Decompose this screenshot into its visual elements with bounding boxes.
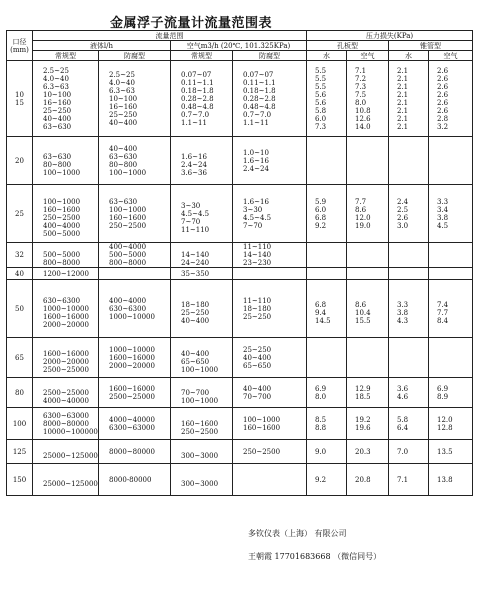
- cell-c-water: 2.1 2.1 2.1 2.1 2.1 2.1 2.1 2.1: [389, 61, 429, 137]
- cell-liq-std: 630~6300 1000~10000 1600~16000 2000~20000: [33, 280, 99, 338]
- cell-o-water: [307, 137, 347, 185]
- cell-o-water: 6.9 8.0: [307, 378, 347, 408]
- header-bore: 口径 (mm): [7, 31, 33, 61]
- cell-gas-std: 35~350: [171, 268, 233, 280]
- cell-gas-ac: [233, 268, 307, 280]
- cell-o-air: 8.6 10.4 15.5: [347, 280, 389, 338]
- header-orifice-air: 空气: [347, 51, 389, 61]
- table-row: [7, 464, 473, 496]
- cell-bore: 40: [7, 268, 33, 280]
- header-cone-water: 水: [389, 51, 429, 61]
- contact-info: 王朝霞 17701683668 （微信同号）: [248, 552, 382, 561]
- cell-c-air: 2.6 2.6 2.6 2.6 2.6 2.6 2.8 3.2: [429, 61, 473, 137]
- cell-bore: 80: [7, 378, 33, 408]
- cell-o-water: 5.9 6.0 6.8 9.2: [307, 185, 347, 243]
- cell-gas-std: 14~140 24~240: [171, 243, 233, 268]
- cell-o-air: 20.8: [347, 464, 389, 496]
- document-title: 金属浮子流量计流量范围表: [110, 16, 273, 31]
- cell-c-air: 3.3 3.4 3.8 4.5: [429, 185, 473, 243]
- header-flow-range: 流量范围: [33, 31, 307, 41]
- cell-gas-std: 40~400 65~650 100~1000: [171, 338, 233, 378]
- cell-liq-std: 1200~12000: [33, 268, 99, 280]
- header-cone: 锥管型: [389, 41, 473, 51]
- header-liquid: 液体l/h: [33, 41, 171, 51]
- table-body: [7, 61, 473, 496]
- cell-c-water: 2.4 2.5 2.6 3.0: [389, 185, 429, 243]
- cell-c-air: [429, 243, 473, 268]
- cell-liq-std: 1600~16000 2000~20000 2500~25000: [33, 338, 99, 378]
- cell-gas-ac: 11~110 14~140 23~230: [233, 243, 307, 268]
- header-pressure-loss: 压力损失(KPa): [307, 31, 473, 41]
- cell-o-water: [307, 243, 347, 268]
- cell-c-air: 12.0 12.8: [429, 408, 473, 440]
- cell-gas-std: 160~1600 250~2500: [171, 408, 233, 440]
- cell-liq-ac: 400~4000 500~5000 800~8000: [99, 243, 171, 268]
- cell-bore: 10 15: [7, 61, 33, 137]
- cell-c-air: [429, 338, 473, 378]
- cell-bore: 125: [7, 440, 33, 464]
- header-liquid-standard: 常规型: [33, 51, 99, 61]
- cell-c-water: 7.1: [389, 464, 429, 496]
- cell-o-air: 19.2 19.6: [347, 408, 389, 440]
- cell-gas-std: 70~700 100~1000: [171, 378, 233, 408]
- cell-liq-std: 6300~63000 8000~80000 10000~100000: [33, 408, 99, 440]
- cell-c-water: 5.8 6.4: [389, 408, 429, 440]
- cell-o-air: 12.9 18.5: [347, 378, 389, 408]
- cell-liq-ac: 40~400 63~630 80~800 100~1000: [99, 137, 171, 185]
- cell-liq-ac: 1000~10000 1600~16000 2000~20000: [99, 338, 171, 378]
- cell-gas-std: 18~180 25~250 40~400: [171, 280, 233, 338]
- table-row: [7, 440, 473, 464]
- cell-o-water: [307, 268, 347, 280]
- cell-liq-std: 500~5000 800~8000: [33, 243, 99, 268]
- cell-c-water: [389, 243, 429, 268]
- header-gas-standard: 常规型: [171, 51, 233, 61]
- cell-o-air: [347, 268, 389, 280]
- cell-gas-std: 1.6~16 2.4~24 3.6~36: [171, 137, 233, 185]
- cell-o-air: 7.1 7.2 7.3 7.5 8.0 10.8 12.6 14.0: [347, 61, 389, 137]
- cell-c-water: [389, 338, 429, 378]
- header-orifice: 孔板型: [307, 41, 389, 51]
- flow-range-table: [6, 30, 473, 496]
- table-row: [7, 185, 473, 243]
- cell-o-air: [347, 137, 389, 185]
- cell-gas-ac: 0.07~07 0.11~1.1 0.18~1.8 0.28~2.8 0.48~4.8 0.7~7.0 1.1~11: [233, 61, 307, 137]
- table-row: [7, 243, 473, 268]
- cell-gas-ac: 100~1000 160~1600: [233, 408, 307, 440]
- cell-o-water: 5.5 5.5 5.5 5.6 5.6 5.8 6.0 7.3: [307, 61, 347, 137]
- cell-c-water: [389, 137, 429, 185]
- table-row: [7, 338, 473, 378]
- cell-o-water: [307, 338, 347, 378]
- cell-bore: 150: [7, 464, 33, 496]
- cell-bore: 65: [7, 338, 33, 378]
- cell-liq-std: 25000~125000: [33, 440, 99, 464]
- cell-gas-ac: 11~110 18~180 25~250: [233, 280, 307, 338]
- cell-o-water: 9.2: [307, 464, 347, 496]
- cell-bore: 20: [7, 137, 33, 185]
- cell-gas-ac: 25~250 40~400 65~650: [233, 338, 307, 378]
- header-gas-anticorrosion: 防腐型: [233, 51, 307, 61]
- cell-liq-std: 2.5~25 4.0~40 6.3~63 10~100 16~160 25~250 40~400 63~630: [33, 61, 99, 137]
- cell-liq-ac: 8000-80000: [99, 464, 171, 496]
- cell-c-water: 3.3 3.8 4.3: [389, 280, 429, 338]
- cell-gas-ac: 250~2500: [233, 440, 307, 464]
- cell-o-water: 9.0: [307, 440, 347, 464]
- cell-o-air: [347, 243, 389, 268]
- header-cone-air: 空气: [429, 51, 473, 61]
- cell-c-air: 13.8: [429, 464, 473, 496]
- cell-liq-ac: 1600~16000 2500~25000: [99, 378, 171, 408]
- table-row: [7, 137, 473, 185]
- cell-bore: 50: [7, 280, 33, 338]
- cell-bore: 25: [7, 185, 33, 243]
- table-row: [7, 280, 473, 338]
- cell-bore: 100: [7, 408, 33, 440]
- cell-c-water: 3.6 4.6: [389, 378, 429, 408]
- cell-liq-std: 63~630 80~800 100~1000: [33, 137, 99, 185]
- cell-liq-std: 2500~25000 4000~40000: [33, 378, 99, 408]
- cell-o-water: 6.8 9.4 14.5: [307, 280, 347, 338]
- cell-c-air: 13.5: [429, 440, 473, 464]
- table-row: [7, 378, 473, 408]
- table-row: [7, 268, 473, 280]
- cell-liq-ac: 63~630 100~1000 160~1600 250~2500: [99, 185, 171, 243]
- cell-o-air: 7.7 8.6 12.0 19.0: [347, 185, 389, 243]
- header-gas: 空气m3/h (20℃, 101.325KPa): [171, 41, 307, 51]
- cell-gas-ac: 1.0~10 1.6~16 2.4~24: [233, 137, 307, 185]
- cell-liq-std: 25000~125000: [33, 464, 99, 496]
- table-row: [7, 61, 473, 137]
- table-row: [7, 408, 473, 440]
- cell-gas-ac: 1.6~16 3~30 4.5~4.5 7~70: [233, 185, 307, 243]
- cell-bore: 32: [7, 243, 33, 268]
- cell-liq-ac: 2.5~25 4.0~40 6.3~63 10~100 16~160 25~250 40~400: [99, 61, 171, 137]
- cell-gas-std: 3~30 4.5~4.5 7~70 11~110: [171, 185, 233, 243]
- cell-gas-ac: 40~400 70~700: [233, 378, 307, 408]
- cell-liq-ac: 400~4000 630~6300 1000~10000: [99, 280, 171, 338]
- cell-c-water: 7.0: [389, 440, 429, 464]
- header-orifice-water: 水: [307, 51, 347, 61]
- cell-gas-ac: [233, 464, 307, 496]
- cell-o-air: 20.3: [347, 440, 389, 464]
- cell-c-air: [429, 268, 473, 280]
- cell-o-air: [347, 338, 389, 378]
- cell-c-water: [389, 268, 429, 280]
- header-liquid-anticorrosion: 防腐型: [99, 51, 171, 61]
- cell-gas-std: 0.07~07 0.11~1.1 0.18~1.8 0.28~2.8 0.48~4.8 0.7~7.0 1.1~11: [171, 61, 233, 137]
- cell-c-air: [429, 137, 473, 185]
- cell-c-air: 7.4 7.7 8.4: [429, 280, 473, 338]
- cell-liq-ac: 4000~40000 6300~63000: [99, 408, 171, 440]
- cell-gas-std: 300~3000: [171, 464, 233, 496]
- cell-liq-ac: [99, 268, 171, 280]
- cell-gas-std: 300~3000: [171, 440, 233, 464]
- company-name: 多钦仪表（上海） 有限公司: [248, 529, 347, 538]
- cell-liq-std: 100~1000 160~1600 250~2500 400~4000 500~5000: [33, 185, 99, 243]
- cell-liq-ac: 8000~80000: [99, 440, 171, 464]
- cell-c-air: 6.9 8.9: [429, 378, 473, 408]
- cell-o-water: 8.5 8.8: [307, 408, 347, 440]
